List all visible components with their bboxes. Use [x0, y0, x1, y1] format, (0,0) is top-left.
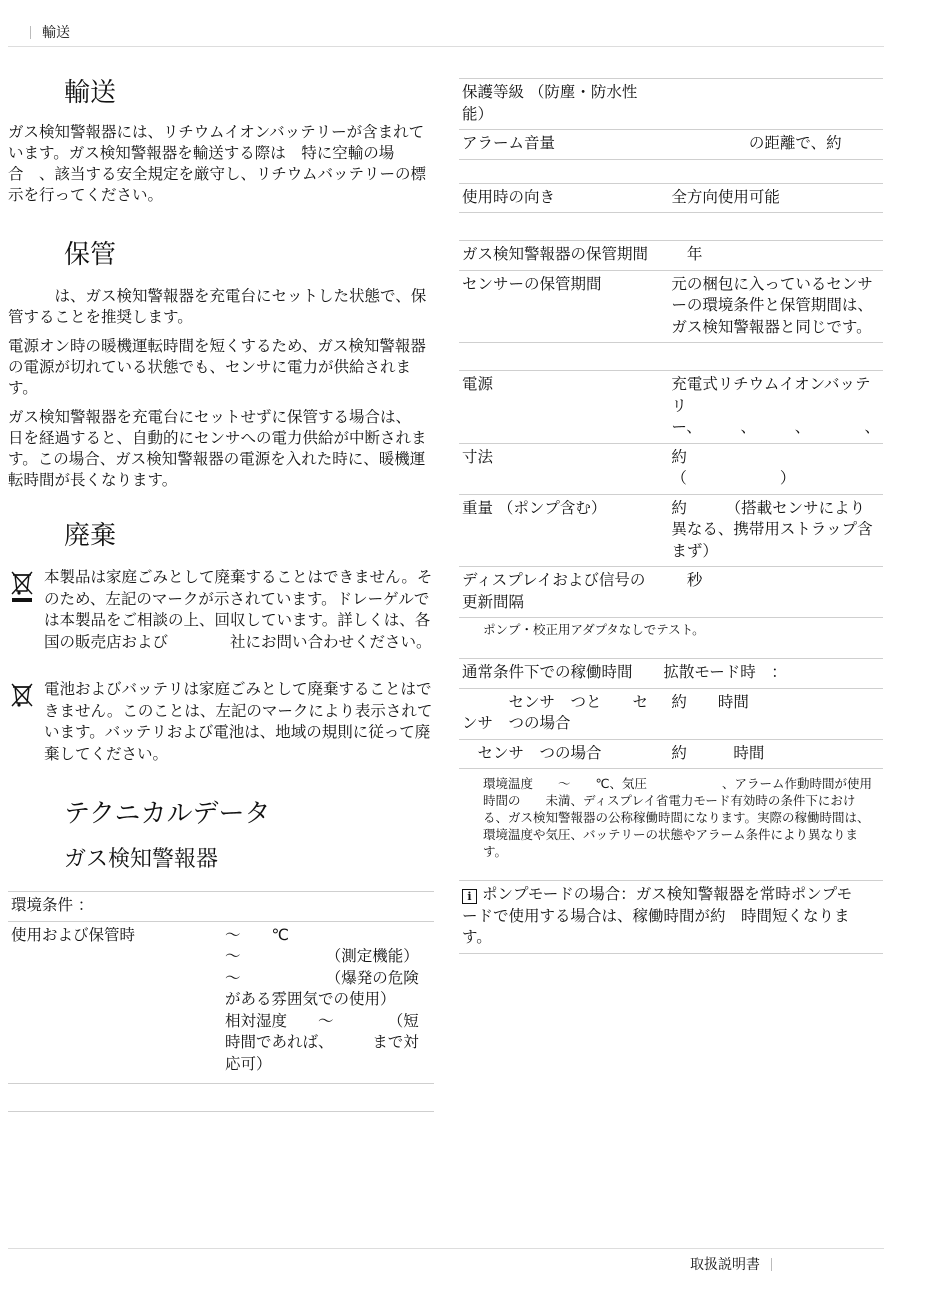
transport-heading: 輸送: [64, 78, 117, 108]
table-row: [459, 183, 883, 213]
runtime-label: 通常条件下での稼働時間: [459, 659, 663, 689]
runtime-sensor-value: 約 時間: [663, 739, 883, 769]
footer-rule: [8, 1248, 884, 1249]
table-row: [8, 921, 434, 1084]
table-row: [459, 159, 883, 183]
spec-key: [459, 159, 663, 183]
table-row: [459, 371, 883, 444]
use-storage-label: 使用および保管時: [8, 921, 222, 1084]
footer-label: 取扱説明書: [690, 1257, 760, 1273]
spec-value: の距離で、約: [663, 130, 883, 160]
disposal-text-2: 電池およびバッテリは家庭ごみとして廃棄することはできません。このことは、左記のマークにより表示されています。バッテリおよび電池は、地域の規則に従って廃棄してください。: [44, 680, 433, 763]
spec-value: 約 （搭載センサにより異なる、携帯用ストラップ含まず）: [663, 494, 883, 567]
table-row: [459, 79, 883, 130]
table-row: [459, 618, 883, 659]
spec-value: 約 （ ）: [663, 443, 883, 494]
runtime-mode: 拡散モード時 ：: [663, 659, 883, 689]
disposal-item-2: [8, 679, 434, 765]
table-row: [459, 130, 883, 160]
table-row: [459, 343, 883, 371]
temp-range: 〜 ℃: [225, 925, 289, 944]
spec-key: センサーの保管期間: [459, 270, 663, 343]
left-column: [8, 58, 434, 1112]
table-row: [459, 567, 883, 618]
spec-value: [663, 79, 883, 130]
runtime-sensor-key: センサ つと セ ンサ つの場合: [459, 688, 663, 739]
crossed-bin-icon: [10, 681, 36, 716]
spec-key: 電源: [459, 371, 663, 444]
table-row: [459, 659, 883, 689]
spec-value: 秒: [663, 567, 883, 618]
table-row: [8, 1084, 434, 1112]
runtime-note: 環境温度 〜 ℃、気圧 、アラーム作動時間が使用時間の 未満、ディスプレイ省電力モード有効時の条件下における、ガス検知警報器の公称稼働時間になります。実際の稼働時間は、環境温度や気圧、バッテリーの状態やアラーム条件により異なります。: [459, 769, 883, 881]
disposal-heading: 廃棄: [64, 521, 117, 551]
spec-key: ガス検知警報器の保管期間: [459, 241, 663, 271]
header-section-title: 輸送: [42, 25, 70, 41]
footer-divider: [771, 1258, 772, 1271]
pump-note: ポンプ・校正用アダプタなしでテスト。: [459, 618, 883, 659]
table-row: [459, 881, 883, 954]
spec-key: ディスプレイおよび信号の更新間隔: [459, 567, 663, 618]
page-footer: [690, 1254, 772, 1274]
crossed-bin-icon: [10, 569, 36, 610]
pump-mode-text: ポンプモードの場合：ガス検知警報器を常時ポンプモードで使用する場合は、稼働時間が約 時間短くなります。: [462, 885, 853, 946]
header-rule: [8, 46, 884, 47]
storage-heading: 保管: [64, 240, 117, 270]
spec-value: 全方向使用可能: [663, 183, 883, 213]
spec-key: 寸法: [459, 443, 663, 494]
table-row: [459, 688, 883, 739]
transport-text: ガス検知警報器には、リチウムイオンバッテリーが含まれています。ガス検知警報器を輸送する際は 特に空輸の場合 、該当する安全規定を厳守し、リチウムバッテリーの標示を行ってください。: [8, 123, 427, 204]
header-divider: [30, 26, 31, 39]
environment-table: [8, 891, 434, 1112]
spec-key: アラーム音量: [459, 130, 663, 160]
table-row: [459, 494, 883, 567]
pressure-range-explosive: 〜 （爆発の危険がある雰囲気での使用）: [225, 968, 419, 1008]
table-row: [459, 213, 883, 241]
table-row: [8, 1112, 434, 1113]
table-row: [459, 270, 883, 343]
spec-value: 充電式リチウムイオンバッテリー、 、 、 、: [663, 371, 883, 444]
spec-key: [459, 213, 663, 241]
spec-value: 年: [663, 241, 883, 271]
disposal-item-1: [8, 567, 434, 653]
use-storage-values: [222, 921, 434, 1084]
table-row: [8, 892, 434, 922]
table-row: [459, 241, 883, 271]
info-icon: i: [462, 889, 477, 904]
spec-key: [459, 343, 663, 371]
storage-text-1: は、ガス検知警報器を充電台にセットした状態で、保管することを推奨します。: [8, 287, 427, 326]
table-row: [459, 739, 883, 769]
spec-key: 重量 （ポンプ含む）: [459, 494, 663, 567]
right-column: [459, 78, 883, 954]
page-header: [30, 22, 70, 42]
pump-mode-info: [459, 881, 883, 954]
spec-value: [663, 159, 883, 183]
disposal-text-1: 本製品は家庭ごみとして廃棄することはできません。そのため、左記のマークが示されています。ドレーゲルでは本製品をご相談の上、回収しています。詳しくは、各国の販売店および 社にお問い合わせください。: [44, 568, 433, 651]
spec-key: 使用時の向き: [459, 183, 663, 213]
table-row: [459, 443, 883, 494]
humidity-range: 相対湿度 〜 （短時間であれば、 まで対応可）: [225, 1011, 419, 1073]
table-row: [459, 769, 883, 881]
gas-detector-subheading: ガス検知警報器: [64, 847, 219, 872]
spec-value: [663, 343, 883, 371]
storage-text-2: 電源オン時の暖機運転時間を短くするため、ガス検知警報器の電源が切れている状態でも、センサに電力が供給されます。: [8, 337, 426, 397]
spec-table: [459, 78, 883, 954]
runtime-sensor-key: センサ つの場合: [459, 739, 663, 769]
pressure-range-measure: 〜 （測定機能）: [225, 947, 419, 965]
technical-data-heading: テクニカルデータ: [64, 799, 271, 829]
spec-value: [663, 213, 883, 241]
env-conditions-label: 環境条件 ：: [8, 892, 434, 922]
runtime-sensor-value: 約 時間: [663, 688, 883, 739]
storage-text-3: ガス検知警報器を充電台にセットせずに保管する場合は、 日を経過すると、自動的にセンサへの電力供給が中断されます。この場合、ガス検知警報器の電源を入れた時に、暖機運転時間が長くなります。: [8, 408, 427, 489]
spec-key: 保護等級 （防塵・防水性能）: [459, 79, 663, 130]
spec-value: 元の梱包に入っているセンサーの環境条件と保管期間は、ガス検知警報器と同じです。: [663, 270, 883, 343]
